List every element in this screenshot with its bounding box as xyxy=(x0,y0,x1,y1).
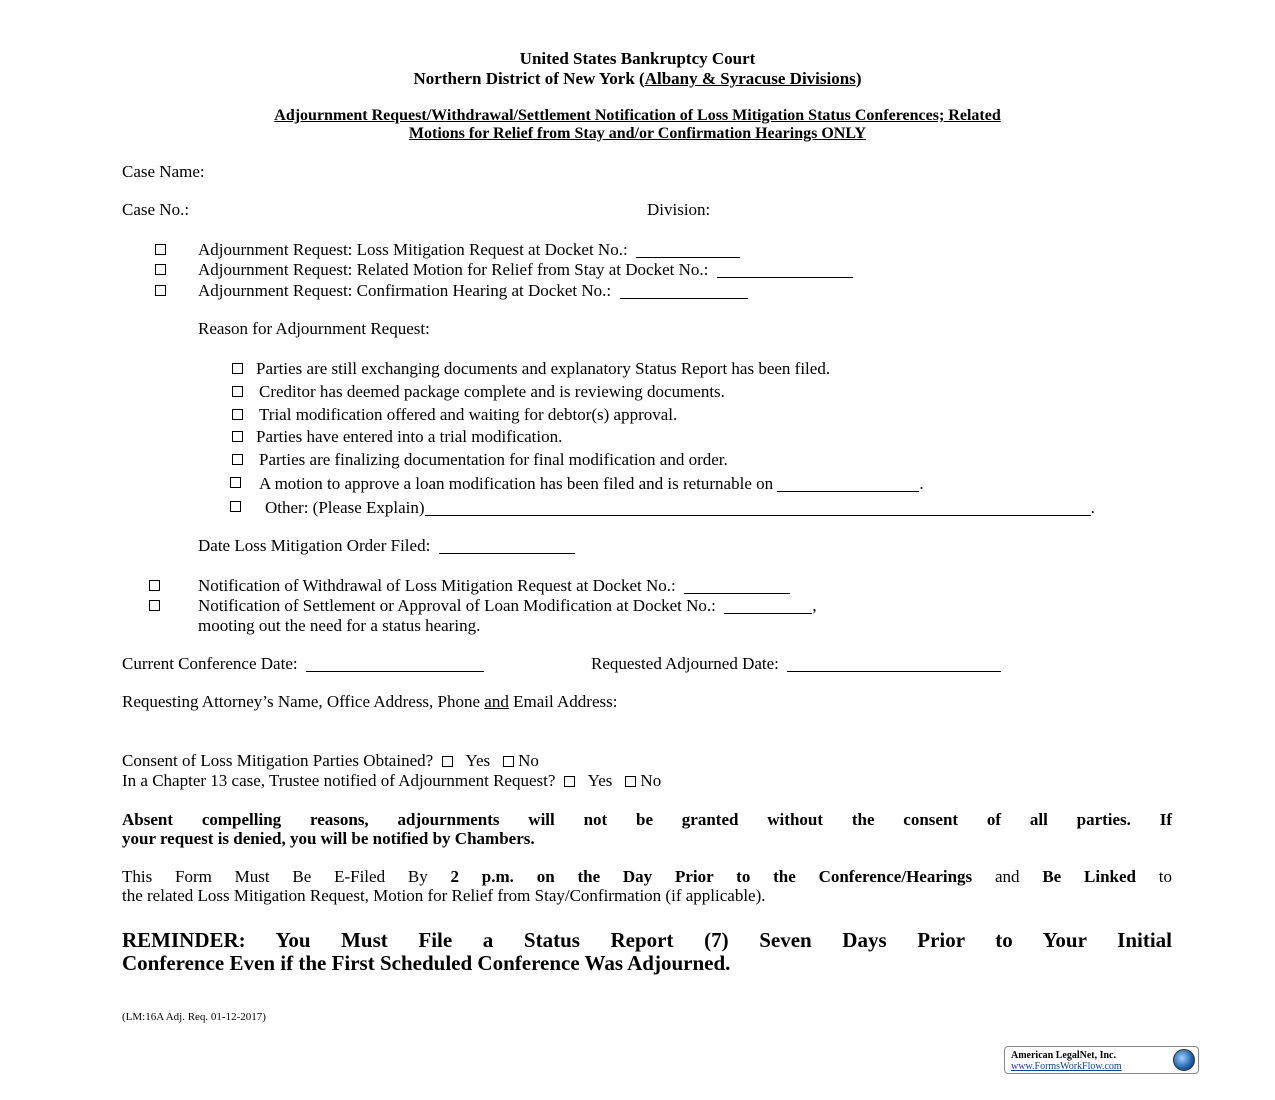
adjournment-confirmation-checkbox[interactable] xyxy=(155,285,166,296)
reason-checkbox-other[interactable] xyxy=(230,501,241,512)
reminder-line-1: REMINDER: You Must File a Status Report (7) Seven Days Prior to Your Initial xyxy=(122,928,1172,952)
reason-checkbox-5[interactable] xyxy=(232,454,243,465)
consent-line xyxy=(122,751,539,771)
requested-date-line xyxy=(591,654,1001,674)
docket-no-blank-2[interactable] xyxy=(717,262,853,278)
reason-checkbox-1[interactable] xyxy=(232,363,243,374)
case-name-label: Case Name: xyxy=(122,162,205,181)
trustee-no-label: No xyxy=(640,771,662,790)
adjournment-relief-stay-checkbox[interactable] xyxy=(155,264,166,275)
reason-1: Parties are still exchanging documents and explanatory Status Report has been filed. xyxy=(256,359,831,378)
reason-3: Trial modification offered and waiting for debtor(s) approval. xyxy=(259,405,678,424)
efile-pre: This Form Must Be E-Filed By xyxy=(122,867,451,886)
consent-no-label: No xyxy=(518,751,539,770)
district-prefix: Northern District of New York ( xyxy=(413,69,645,88)
settlement-checkbox[interactable] xyxy=(149,600,160,611)
returnable-date-blank[interactable] xyxy=(777,476,919,492)
reason-checkbox-6[interactable] xyxy=(230,477,241,488)
trustee-no-checkbox[interactable] xyxy=(625,776,636,787)
court-name: United States Bankruptcy Court xyxy=(519,49,756,68)
requested-date-label: Requested Adjourned Date: xyxy=(591,654,779,673)
current-date-blank[interactable] xyxy=(306,656,484,672)
requested-date-blank[interactable] xyxy=(787,656,1001,672)
form-title-line-1: Adjournment Request/Withdrawal/Settlement Notification of Loss Mitigation Status Conferences; Related xyxy=(274,107,1001,124)
case-no-label: Case No.: xyxy=(122,200,190,219)
reason-6-label: A motion to approve a loan modification has been filed and is returnable on xyxy=(259,474,774,493)
globe-icon xyxy=(1173,1049,1195,1071)
withdrawal-checkbox[interactable] xyxy=(149,580,160,591)
settlement-continuation: mooting out the need for a status hearing. xyxy=(198,616,481,635)
reason-label: Reason for Adjournment Request: xyxy=(198,319,430,338)
settlement-docket-blank[interactable] xyxy=(724,598,812,614)
reminder-line-2: Conference Even if the First Scheduled Conference Was Adjourned. xyxy=(122,951,731,975)
consent-yes-checkbox[interactable] xyxy=(442,756,453,767)
adjournment-option-3-label: Adjournment Request: Confirmation Hearing at Docket No.: xyxy=(198,281,612,300)
form-code: (LM:16A Adj. Req. 01-12-2017) xyxy=(122,1011,266,1023)
district-suffix: ) xyxy=(855,69,862,88)
reason-2: Creditor has deemed package complete and is reviewing documents. xyxy=(259,382,725,401)
reason-6: A motion to approve a loan modification has been filed and is returnable on . xyxy=(259,474,924,493)
attorney-info-label xyxy=(122,692,617,712)
reason-4: Parties have entered into a trial modification. xyxy=(256,427,563,446)
adjournment-option-1-label: Adjournment Request: Loss Mitigation Request at Docket No.: xyxy=(198,240,628,259)
trustee-line xyxy=(122,771,661,791)
district-line xyxy=(0,69,1275,89)
form-title-line-2: Motions for Relief from Stay and/or Confirmation Hearings ONLY xyxy=(408,125,867,142)
reason-checkbox-3[interactable] xyxy=(232,409,243,420)
logo-company-name: American LegalNet, Inc. xyxy=(1011,1050,1116,1061)
consent-yes-label: Yes xyxy=(465,751,491,770)
absent-reasons-line-1: Absent compelling reasons, adjournments will not be granted without the consent of all parties. If xyxy=(122,810,1172,829)
efile-notice-line-2: the related Loss Mitigation Request, Motion for Relief from Stay/Confirmation (if applicable). xyxy=(122,886,766,905)
current-date-line xyxy=(122,654,484,674)
logo-url-link[interactable]: www.FormsWorkFlow.com xyxy=(1011,1061,1122,1072)
order-filed-line xyxy=(198,536,575,556)
efile-mid: and xyxy=(972,867,1043,886)
settlement-label: Notification of Settlement or Approval of Loan Modification at Docket No.: xyxy=(198,596,716,615)
order-filed-blank[interactable] xyxy=(439,538,575,554)
adjournment-option-3 xyxy=(198,281,748,301)
reason-other: Other: (Please Explain) . xyxy=(265,498,1095,517)
reason-checkbox-2[interactable] xyxy=(232,386,243,397)
consent-question: Consent of Loss Mitigation Parties Obtained? xyxy=(122,751,434,770)
attorney-post: Email Address: xyxy=(508,692,618,711)
order-filed-label: Date Loss Mitigation Order Filed: xyxy=(198,536,431,555)
docket-no-blank-1[interactable] xyxy=(636,242,740,258)
withdrawal-docket-blank[interactable] xyxy=(684,578,790,594)
adjournment-option-2 xyxy=(198,260,853,280)
withdrawal-line xyxy=(198,576,790,596)
settlement-line: Notification of Settlement or Approval of Loan Modification at Docket No.: , xyxy=(198,596,817,615)
absent-reasons-line-2: your request is denied, you will be notified by Chambers. xyxy=(122,829,535,848)
reason-other-label: Other: (Please Explain) xyxy=(265,498,425,517)
reason-5: Parties are finalizing documentation for final modification and order. xyxy=(259,450,728,469)
attorney-pre: Requesting Attorney’s Name, Office Address, Phone xyxy=(122,692,485,711)
adjournment-option-1 xyxy=(198,240,740,260)
division-label: Division: xyxy=(647,200,711,219)
consent-no-checkbox[interactable] xyxy=(503,756,514,767)
current-date-label: Current Conference Date: xyxy=(122,654,298,673)
american-legalnet-logo[interactable] xyxy=(1004,1046,1199,1074)
trustee-yes-label: Yes xyxy=(587,771,613,790)
withdrawal-label: Notification of Withdrawal of Loss Mitigation Request at Docket No.: xyxy=(198,576,676,595)
divisions: Albany & Syracuse Divisions xyxy=(644,69,856,88)
other-explain-blank[interactable] xyxy=(425,500,1091,516)
efile-time: 2 p.m. on the Day Prior to the Conference/Hearings xyxy=(450,867,973,886)
adjournment-loss-mitigation-checkbox[interactable] xyxy=(155,244,166,255)
efile-linked: Be Linked xyxy=(1042,867,1136,886)
efile-post: to xyxy=(1135,867,1173,886)
trustee-yes-checkbox[interactable] xyxy=(564,776,575,787)
attorney-and: and xyxy=(484,692,509,711)
docket-no-blank-3[interactable] xyxy=(620,283,748,299)
trustee-question: In a Chapter 13 case, Trustee notified of Adjournment Request? xyxy=(122,771,556,790)
efile-notice-line-1 xyxy=(122,867,1172,886)
adjournment-option-2-label: Adjournment Request: Related Motion for Relief from Stay at Docket No.: xyxy=(198,260,709,279)
reason-checkbox-4[interactable] xyxy=(232,431,243,442)
